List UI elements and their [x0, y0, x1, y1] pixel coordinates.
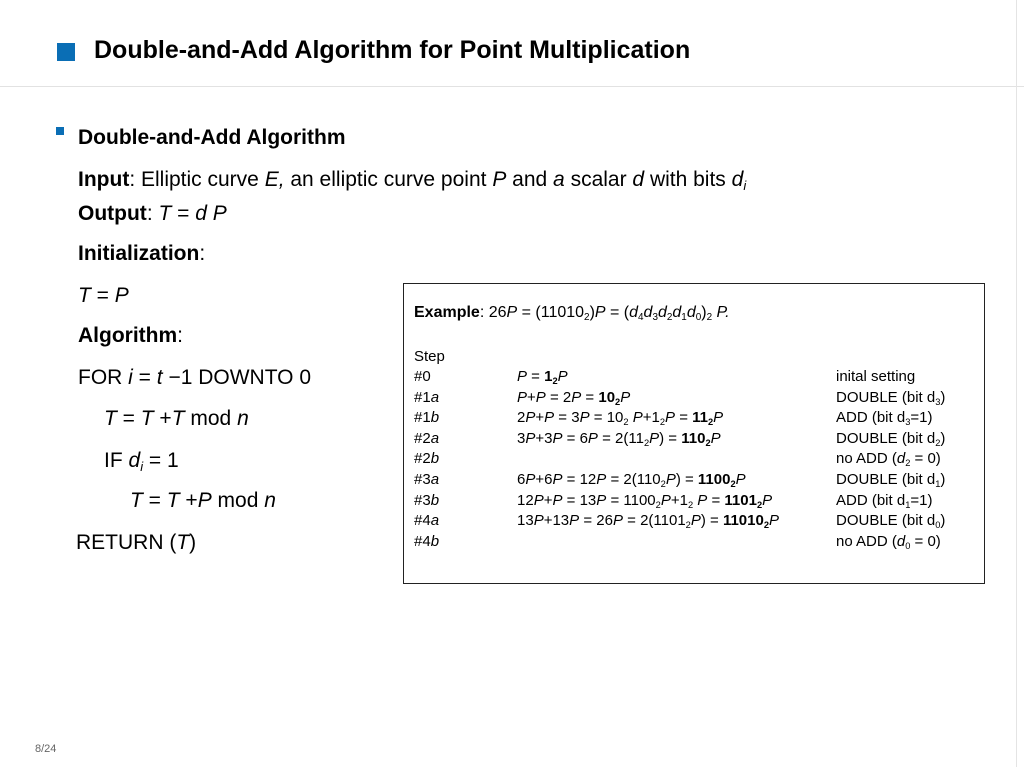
rows.6.note-part: ADD (bit d	[836, 491, 906, 509]
example-sub: 3	[652, 311, 658, 323]
step-row	[0, 512, 1024, 532]
rows.6.note-part: 1	[905, 499, 911, 510]
rows.4.note-part: 2	[905, 458, 911, 469]
rows.4.note-part: no ADD (	[836, 450, 897, 468]
step-letter: b	[430, 409, 440, 427]
step-number: #3	[414, 491, 431, 509]
algorithm-colon: :	[177, 324, 183, 347]
rows.5.note-part: DOUBLE (bit d	[836, 471, 936, 488]
rows.3.note-part: DOUBLE (bit d	[836, 429, 936, 447]
return-close: )	[189, 531, 197, 554]
rows.3.op-part: P	[552, 429, 563, 447]
double-var-t: T	[104, 407, 117, 430]
title-divider	[0, 86, 1024, 87]
output-var-p: P	[212, 202, 227, 225]
rows.6.op-part: +	[543, 491, 553, 509]
step-note	[836, 450, 941, 468]
if-var-d-sub: i	[140, 458, 144, 474]
step-letter: a	[430, 512, 440, 530]
add-eq: =	[142, 489, 167, 512]
rows.2.op-part: P	[544, 409, 555, 427]
example-text: )	[701, 304, 707, 321]
rows.1.op-part: 10	[598, 388, 616, 406]
init-statement	[78, 285, 129, 306]
rows.2.op-part: = 10	[589, 409, 624, 427]
rows.6.op-part: =	[707, 491, 725, 509]
rows.8.note-part: no ADD (	[836, 532, 897, 550]
step-operation	[517, 368, 568, 386]
if-var-d: d	[128, 449, 141, 472]
add-mod: mod	[211, 489, 265, 512]
step-operation	[517, 389, 630, 407]
step-id	[414, 471, 439, 489]
rows.1.op-part: P	[620, 388, 631, 406]
step-note	[836, 389, 945, 407]
rows.3.op-part: +3	[535, 429, 553, 447]
rows.3.note-part: )	[940, 429, 946, 447]
output-line	[78, 203, 227, 224]
rows.6.op-part: 1101	[724, 491, 757, 509]
init-var-p: P	[114, 284, 129, 307]
rows.1.op-part: =	[581, 388, 599, 406]
double-plus: +	[153, 407, 172, 430]
step-number: #2	[414, 450, 431, 468]
rows.2.op-part: P	[525, 409, 536, 427]
rows.1.op-part: +	[527, 388, 536, 406]
rows.3.op-part: = 6	[562, 429, 588, 447]
step-note	[836, 492, 932, 510]
step-note	[836, 471, 945, 489]
rows.1.note-part: 3	[935, 396, 941, 407]
step-row	[0, 533, 1024, 553]
step-number: #1	[414, 388, 431, 406]
step-number: #4	[414, 512, 431, 530]
rows.3.op-part: 3	[517, 429, 526, 447]
rows.2.op-part: 2	[708, 416, 714, 427]
rows.1.op-part: P	[517, 388, 528, 406]
output-var-d: d	[195, 202, 207, 225]
step-row	[0, 450, 1024, 470]
example-sub: 0	[695, 311, 702, 323]
rows.1.op-part: 2	[615, 396, 621, 407]
step-number: #0	[414, 368, 431, 385]
double-var-n: n	[237, 407, 249, 430]
output-colon: :	[146, 202, 153, 225]
rows.3.note-part: 2	[935, 437, 941, 448]
rows.2.op-part: +	[535, 409, 545, 427]
rows.6.note-part: =1)	[910, 491, 933, 509]
step-note	[836, 430, 945, 448]
example-sub: 2	[706, 311, 713, 323]
rows.6.op-part: = 1100	[606, 491, 656, 509]
rows.3.op-part: P	[649, 429, 660, 447]
algorithm-label: Algorithm	[78, 324, 178, 347]
double-var-t: T	[171, 407, 185, 430]
output-var-t: T	[158, 202, 172, 225]
rows.4.note-part: d	[896, 450, 906, 468]
rows.2.op-part: P	[713, 409, 724, 427]
step-operation	[517, 430, 721, 448]
rows.6.op-part: P	[533, 491, 544, 509]
rows.7.op-part: 2	[763, 519, 770, 530]
example-var-p: P.	[716, 304, 730, 321]
rows.0.op-part: =	[527, 368, 545, 385]
rows.7.op-part: 11010	[722, 512, 764, 530]
example-var-d: d	[629, 304, 639, 321]
rows.7.op-part: P	[612, 512, 623, 530]
step-row	[0, 471, 1024, 491]
bullet-heading: Double-and-Add Algorithm	[78, 126, 346, 149]
example-sub: 2	[666, 311, 673, 323]
page-number: 8/24	[35, 743, 57, 755]
rows.7.op-part: ) =	[700, 512, 723, 530]
rows.2.op-part: P	[665, 409, 676, 427]
slide-title: Double-and-Add Algorithm for Point Multiplication	[94, 36, 691, 64]
rows.2.op-part: = 3	[554, 409, 580, 427]
rows.1.op-part: P	[571, 388, 582, 406]
example-text: )	[589, 304, 595, 321]
rows.5.op-part: P	[552, 471, 563, 488]
example-sub: 1	[681, 311, 687, 323]
step-note	[836, 533, 941, 551]
double-eq: =	[116, 407, 141, 430]
step-number: #2	[414, 429, 431, 447]
step-id	[414, 512, 439, 530]
double-var-t: T	[140, 407, 154, 430]
rows.2.op-part: P	[579, 409, 590, 427]
rows.3.op-part: P	[710, 429, 721, 447]
input-text: scalar	[564, 168, 633, 191]
if-keyword: IF	[104, 449, 129, 472]
input-text: and	[506, 168, 554, 191]
return-var-t: T	[176, 531, 190, 554]
rows.2.op-part: 2	[517, 409, 526, 427]
rows.3.op-part: 110	[681, 429, 706, 447]
add-plus: +	[179, 489, 198, 512]
rows.7.op-part: 13	[517, 512, 534, 530]
rows.5.op-part: 6	[517, 471, 526, 488]
title-bullet-icon	[57, 43, 75, 61]
example-text: = (	[605, 304, 630, 321]
rows.5.op-part: ) =	[675, 471, 698, 488]
step-row	[0, 389, 1024, 409]
rows.7.op-part: +13	[543, 512, 570, 530]
example-var-d: d	[686, 304, 696, 321]
output-eq: =	[171, 202, 196, 225]
input-var-e: E,	[264, 168, 285, 191]
step-id	[414, 409, 439, 427]
algorithm-line	[78, 325, 183, 346]
step-note	[836, 512, 945, 530]
step-id	[414, 430, 439, 448]
example-sub: 4	[638, 311, 644, 323]
initialization-colon: :	[199, 242, 206, 265]
return-keyword: RETURN (	[76, 531, 177, 554]
step-letter: a	[430, 388, 440, 406]
rows.6.op-part: P	[552, 491, 563, 509]
rows.5.op-part: +6	[535, 471, 553, 488]
rows.8.note-part: = 0)	[910, 532, 941, 550]
rows.7.op-part: = 2(1101	[622, 512, 686, 530]
rows.2.note-part: 3	[905, 416, 911, 427]
rows.7.op-part: = 26	[579, 512, 613, 530]
add-var-t: T	[166, 489, 180, 512]
rows.2.note-part: =1)	[910, 409, 933, 427]
input-var-d: d	[632, 168, 645, 191]
input-text: an elliptic curve point	[284, 168, 493, 191]
for-eq: =	[132, 366, 157, 389]
step-operation	[517, 471, 746, 489]
square-bullet-icon	[56, 127, 64, 135]
rows.5.op-part: P	[735, 471, 746, 488]
rows.1.op-part: = 2	[545, 388, 572, 406]
rows.2.op-part: 2	[659, 416, 666, 427]
rows.2.note-part: ADD (bit d	[836, 409, 906, 427]
rows.6.op-part: P	[762, 491, 773, 509]
input-var-p: P	[492, 168, 507, 191]
rows.0.op-part: P	[517, 368, 528, 385]
rows.7.op-part: P	[769, 512, 780, 530]
step-row	[0, 430, 1024, 450]
rows.0.note-part: inital setting	[836, 368, 916, 385]
rows.6.op-part: +1	[670, 491, 688, 509]
rows.5.op-part: P	[596, 471, 607, 488]
input-label: Input	[78, 168, 130, 191]
input-var-di-sub: i	[743, 177, 747, 193]
rows.3.op-part: P	[587, 429, 598, 447]
rows.5.op-part: 2	[660, 478, 666, 489]
rows.7.note-part: )	[940, 512, 946, 530]
rows.6.op-part: 2	[655, 499, 661, 510]
rows.1.note-part: DOUBLE (bit d	[836, 388, 936, 406]
rows.6.op-part: = 13	[562, 491, 597, 509]
initialization-line	[78, 243, 205, 264]
rows.0.op-part: 2	[552, 375, 558, 386]
rows.5.op-part: = 2(110	[606, 471, 661, 488]
example-var-d: d	[672, 304, 682, 321]
rows.7.note-part: DOUBLE (bit d	[836, 512, 936, 530]
rows.3.op-part: 2	[705, 437, 711, 448]
input-text: with bits	[644, 168, 732, 191]
example-text: : 26	[479, 304, 507, 321]
step-operation	[517, 512, 779, 530]
rows.6.op-part: P	[697, 491, 708, 509]
rows.5.op-part: = 12	[562, 471, 597, 488]
for-var-i: i	[128, 366, 133, 389]
step-operation	[517, 492, 772, 510]
input-var-a: a	[553, 168, 565, 191]
rows.8.note-part: 0	[905, 540, 911, 551]
example-label: Example	[414, 304, 480, 321]
step-number: #4	[414, 532, 431, 550]
output-label: Output	[78, 202, 147, 225]
example-text: = (11010	[517, 304, 585, 321]
for-rest: −1 DOWNTO 0	[162, 366, 312, 389]
step-operation	[517, 409, 723, 427]
if-rest: = 1	[143, 449, 179, 472]
step-letter: b	[430, 491, 440, 509]
step-letter: b	[430, 532, 440, 550]
add-var-p: P	[197, 489, 212, 512]
example-var-d: d	[657, 304, 667, 321]
rows.3.op-part: ) =	[659, 429, 682, 447]
rows.6.op-part: P	[660, 491, 671, 509]
input-var-di: d	[731, 168, 744, 191]
rows.6.op-part: 2	[687, 499, 694, 510]
rows.5.op-part: P	[665, 471, 676, 488]
rows.5.op-part: 2	[730, 478, 736, 489]
step-note	[836, 409, 932, 427]
for-keyword: FOR	[78, 366, 129, 389]
rows.5.op-part: P	[525, 471, 536, 488]
rows.1.note-part: )	[940, 388, 946, 406]
step-row	[0, 492, 1024, 512]
rows.3.op-part: 2	[643, 437, 650, 448]
rows.1.op-part: P	[535, 388, 546, 406]
rows.0.op-part: 1	[544, 368, 553, 385]
rows.7.op-part: 2	[685, 519, 691, 530]
step-id	[414, 492, 439, 510]
rows.6.op-part: 12	[517, 491, 534, 509]
add-var-n: n	[264, 489, 276, 512]
step-letter: a	[430, 429, 440, 447]
rows.4.note-part: = 0)	[910, 450, 941, 468]
step-id	[414, 389, 439, 407]
rows.3.op-part: P	[525, 429, 536, 447]
rows.7.op-part: P	[690, 512, 701, 530]
example-sub: 2	[584, 311, 590, 323]
step-number: #3	[414, 471, 431, 488]
init-var-t: T	[78, 284, 91, 307]
step-number: #1	[414, 409, 431, 427]
rows.7.op-part: P	[533, 512, 544, 530]
step-letter: a	[430, 471, 440, 488]
step-id	[414, 450, 439, 468]
rows.6.op-part: 2	[756, 499, 763, 510]
rows.2.op-part: 2	[623, 416, 629, 427]
rows.7.note-part: 0	[935, 519, 941, 530]
step-header: Step	[414, 348, 445, 365]
input-line	[78, 168, 747, 193]
step-letter: b	[430, 450, 440, 468]
init-eq: =	[90, 284, 115, 307]
rows.2.op-part: 11	[692, 409, 708, 427]
rows.3.op-part: = 2(11	[597, 429, 644, 447]
double-mod: mod	[184, 407, 238, 430]
step-id	[414, 368, 431, 386]
example-title	[414, 304, 730, 322]
rows.2.op-part: P	[632, 409, 643, 427]
example-var-p: P	[506, 304, 518, 321]
add-var-t: T	[130, 489, 143, 512]
rows.0.op-part: P	[557, 368, 568, 385]
rows.8.note-part: d	[896, 532, 906, 550]
step-row	[0, 409, 1024, 429]
input-text: : Elliptic curve	[129, 168, 265, 191]
rows.5.note-part: )	[940, 471, 946, 488]
rows.6.op-part: P	[596, 491, 607, 509]
initialization-label: Initialization	[78, 242, 200, 265]
for-var-t: t	[156, 366, 163, 389]
rows.2.op-part: +1	[642, 409, 660, 427]
step-id	[414, 533, 439, 551]
example-var-d: d	[643, 304, 653, 321]
step-note	[836, 368, 915, 386]
step-row	[0, 368, 1024, 388]
rows.7.op-part: P	[569, 512, 580, 530]
rows.5.note-part: 1	[935, 478, 941, 489]
rows.5.op-part: 1100	[697, 471, 731, 488]
rows.2.op-part: =	[675, 409, 693, 427]
example-var-p: P	[594, 304, 606, 321]
